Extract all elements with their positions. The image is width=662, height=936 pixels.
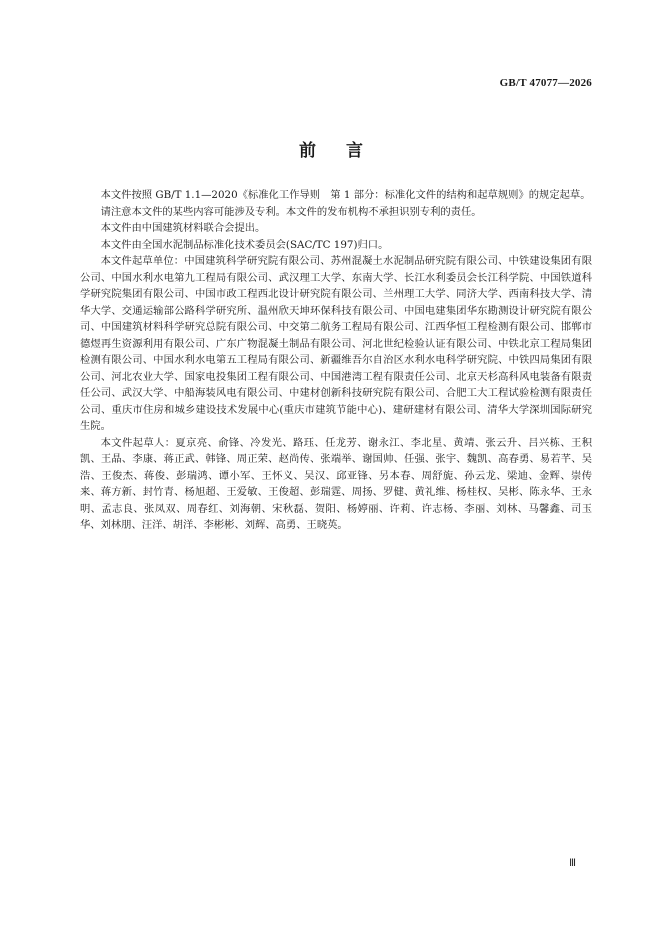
paragraph-patent-notice: 请注意本文件的某些内容可能涉及专利。本文件的发布机构不承担识别专利的责任。 bbox=[100, 205, 482, 218]
paragraph-drafting-units: 本文件起草单位：中国建筑科学研究院有限公司、苏州混凝土水泥制品研究院有限公司、中铁建设集团有限公司、中国水利水电第九工程局有限公司、武汉理工大学、东南大学、长江水利委员会长江科学院、中国铁道科学研究院集团有限公司、中国市政工程西北设计研究院有限公司、兰州理工大学、同济大学、西南科技大学、清华大学、交通运输部公路科学研究所、温州欣天坤环保科技有限公司、中国电建集团华东勘测设计研究院有限公司、中国建筑材料科学研究总院有限公司、中交第二航务工程局有限公司、江西华恒工程检测有限公司、邯郸市德煜再生资源利用有限公司、广东广物混凝土制品有限公司、河北世纪检验认证有限公司、中铁北京工程局集团检测有限公司、中国水利水电第五工程局有限公司、新疆维吾尔自治区水利水电科学研究院、中铁四局集团有限公司、河北农业大学、国家电投集团工程有限公司、中国港湾工程有限责任公司、北京天杉高科风电装备有限责任公司、武汉大学、中船海装风电有限公司、中建材创新科技研究院有限公司、合肥工大工程试验检测有限责任公司、重庆市住房和城乡建设技术发展中心(重庆市建筑节能中心)、建研建材有限公司、清华大学深圳国际研究生院。 bbox=[80, 255, 592, 432]
page-title: 前言 bbox=[299, 141, 393, 161]
paragraph-drafting-rules: 本文件按照 GB/T 1.1—2020《标准化工作导则 第 1 部分：标准化文件的结构和起草规则》的规定起草。 bbox=[100, 189, 591, 201]
paragraph-drafters: 本文件起草人：夏京亮、俞锋、冷发光、路珏、任龙芳、谢永江、李北星、黄靖、张云升、吕兴栋、王积凯、王晶、李康、蒋正武、韩锋、周正荣、赵尚传、张端举、谢国帅、任强、张宇、魏凯、高春勇、易若芊、吴浩、王俊杰、蒋俊、彭瑞鸿、谭小军、王怀义、吴汉、邱亚锋、另本春、周舒旎、孙云龙、梁迪、金辉、崇传来、蒋方新、封竹青、杨旭超、王爱敏、王俊超、彭瑞霆、周扬、罗健、黄礼维、杨桂权、吴彬、陈永华、王永明、孟志良、张凤双、周春红、刘海朝、宋秋磊、贺阳、杨婷丽、许莉、许志杨、李丽、刘林、马馨鑫、司玉华、刘林朋、汪洋、胡洋、李彬彬、刘辉、高勇、王晓英。 bbox=[80, 436, 592, 531]
paragraph-technical-committee: 本文件由全国水泥制品标准化技术委员会(SAC/TC 197)归口。 bbox=[100, 238, 389, 251]
page-number: Ⅲ bbox=[569, 858, 576, 869]
paragraph-proposer: 本文件由中国建筑材料联合会提出。 bbox=[100, 222, 266, 234]
standard-number: GB/T 47077—2026 bbox=[499, 77, 592, 89]
foreword-body bbox=[80, 187, 592, 534]
